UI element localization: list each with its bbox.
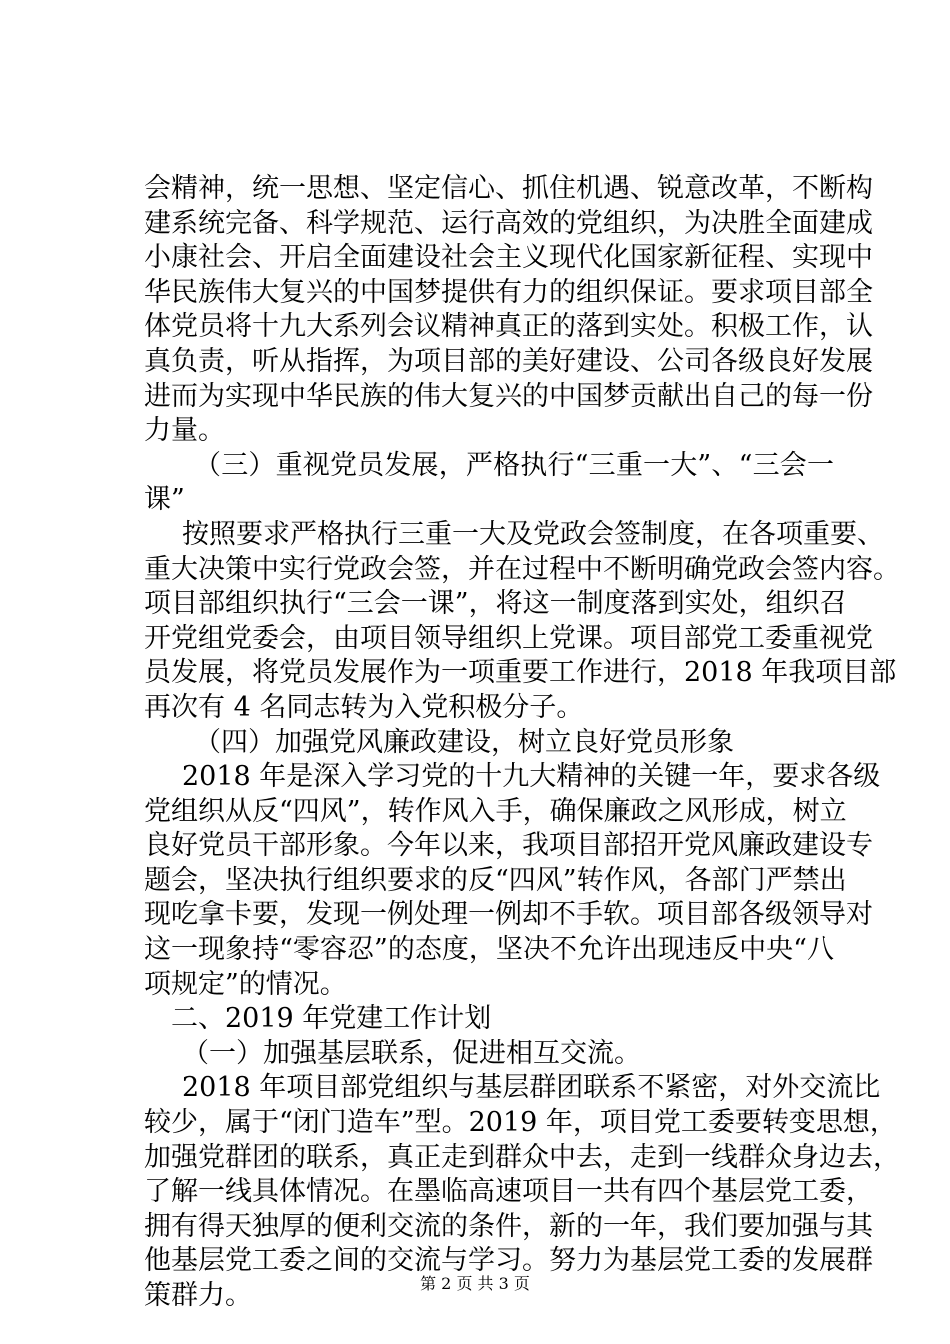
text-line: （一）加强基层联系，促进相互交流。 — [182, 1037, 641, 1069]
text-line: 项目部组织执行“三会一课”，将这一制度落到实处，组织召 — [144, 588, 847, 620]
paragraph — [144, 760, 881, 1002]
text-line: 他基层党工委之间的交流与学习。努力为基层党工委的发展群 — [144, 1245, 873, 1277]
text-line: 项规定”的情况。 — [144, 968, 347, 1000]
text-line: 加强党群团的联系，真正走到群众中去，走到一线群众身边去， — [144, 1141, 900, 1173]
section-heading-3 — [144, 449, 834, 518]
section-heading-4 — [144, 726, 834, 761]
text-line: 了解一线具体情况。在墨临高速项目一共有四个基层党工委， — [144, 1176, 873, 1208]
text-line: 课” — [144, 484, 185, 516]
text-line: （三）重视党员发展，严格执行“三重一大”、“三会一 — [194, 449, 834, 481]
text-line: 体党员将十九大系列会议精神真正的落到实处。积极工作，认 — [144, 311, 873, 343]
text-line: 再次有 4 名同志转为入党积极分子。 — [144, 691, 584, 723]
text-line: 员发展，将党员发展作为一项重要工作进行，2018 年我项目部 — [144, 657, 897, 689]
text-line: 现吃拿卡要，发现一例处理一例却不手软。项目部各级领导对 — [144, 899, 873, 931]
text-line: 二、2019 年党建工作计划 — [171, 1003, 492, 1035]
text-line: 良好党员干部形象。今年以来，我项目部招开党风廉政建设专 — [144, 830, 873, 862]
page-number-footer: 第 2 页 共 3 页 — [420, 1274, 530, 1293]
text-line: 策群力。 — [144, 1280, 252, 1311]
text-line: 华民族伟大复兴的中国梦提供有力的组织保证。要求项目部全 — [144, 276, 873, 308]
text-line: 2018 年是深入学习党的十九大精神的关键一年，要求各级 — [182, 761, 881, 793]
text-line: 题会，坚决执行组织要求的反“四风”转作风，各部门严禁出 — [144, 864, 847, 896]
section-heading-1 — [144, 1037, 834, 1072]
text-line: 党组织从反“四风”，转作风入手，确保廉政之风形成，树立 — [144, 795, 847, 827]
text-line: 较少，属于“闭门造车”型。2019 年，项目党工委要转变思想， — [144, 1107, 897, 1139]
text-line: 进而为实现中华民族的伟大复兴的中国梦贡献出自己的每一份 — [144, 380, 873, 412]
text-line: 会精神，统一思想、坚定信心、抓住机遇、锐意改革，不断构 — [144, 173, 873, 204]
text-line: 这一现象持“零容忍”的态度，坚决不允许出现违反中央“八 — [144, 934, 834, 966]
text-line: 建系统完备、科学规范、运行高效的党组织，为决胜全面建成 — [144, 207, 873, 239]
document-body — [144, 172, 900, 1314]
text-line: 小康社会、开启全面建设社会主义现代化国家新征程、实现中 — [144, 242, 873, 274]
text-line: 真负责，听从指挥，为项目部的美好建设、公司各级良好发展 — [144, 345, 873, 377]
text-line: 按照要求严格执行三重一大及党政会签制度，在各项重要、 — [182, 518, 884, 550]
text-line: 开党组党委会，由项目领导组织上党课。项目部党工委重视党 — [144, 622, 873, 654]
text-line: （四）加强党风廉政建设，树立良好党员形象 — [194, 726, 734, 758]
paragraph-continuation — [144, 172, 873, 449]
text-line: 重大决策中实行党政会签，并在过程中不断明确党政会签内容。 — [144, 553, 900, 585]
text-line: 力量。 — [144, 415, 225, 447]
paragraph — [144, 518, 900, 726]
text-line: 拥有得天独厚的便利交流的条件，新的一年，我们要加强与其 — [144, 1210, 873, 1242]
text-line: 2018 年项目部党组织与基层群团联系不紧密，对外交流比 — [182, 1072, 881, 1104]
section-heading-2019-plan — [144, 1002, 834, 1037]
